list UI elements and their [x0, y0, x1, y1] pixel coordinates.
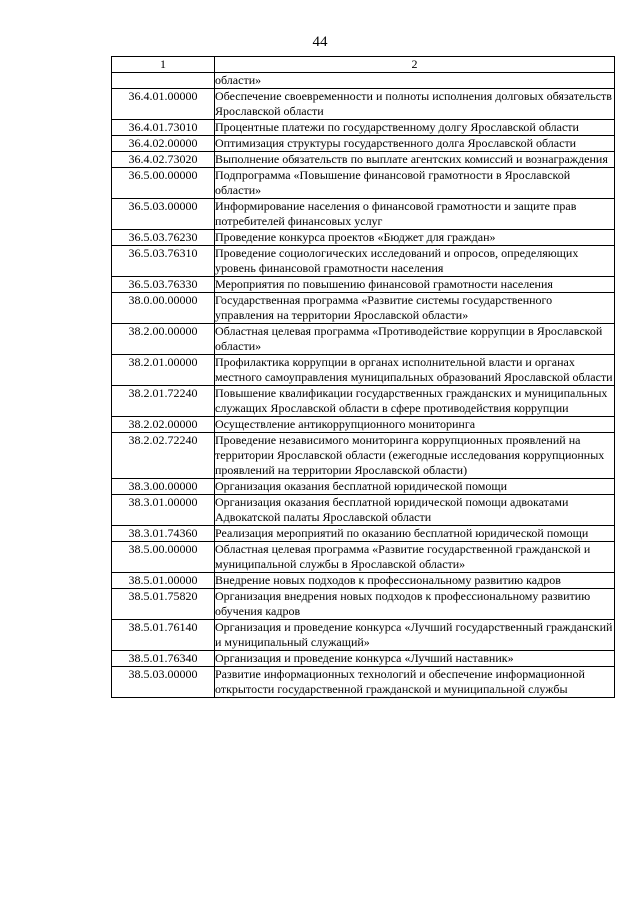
- row-name: Внедрение новых подходов к профессиональному развитию кадров: [215, 573, 615, 589]
- row-code: 38.0.00.00000: [112, 293, 215, 324]
- row-name: Оптимизация структуры государственного долга Ярославской области: [215, 136, 615, 152]
- table-row: [112, 651, 615, 667]
- row-code: [112, 73, 215, 89]
- row-name: Выполнение обязательств по выплате агентских комиссий и вознаграждения: [215, 152, 615, 168]
- table-row: [112, 199, 615, 230]
- row-code: 38.3.01.74360: [112, 526, 215, 542]
- row-code: 38.5.01.76140: [112, 620, 215, 651]
- table-row: [112, 417, 615, 433]
- table-row: [112, 589, 615, 620]
- row-code: 38.5.01.75820: [112, 589, 215, 620]
- row-name: области»: [215, 73, 615, 89]
- row-name: Развитие информационных технологий и обеспечение информационной открытости государственной гражданской и муниципальной службы: [215, 667, 615, 698]
- column-header-code: 1: [112, 57, 215, 73]
- row-name: Процентные платежи по государственному долгу Ярославской области: [215, 120, 615, 136]
- table-row: [112, 667, 615, 698]
- table-body: [112, 73, 615, 698]
- row-name: Организация оказания бесплатной юридической помощи адвокатами Адвокатской палаты Ярославской области: [215, 495, 615, 526]
- row-name: Повышение квалификации государственных гражданских и муниципальных служащих Ярославской области в сфере противодействия коррупции: [215, 386, 615, 417]
- table-row: [112, 324, 615, 355]
- table-row: [112, 246, 615, 277]
- row-name: Организация оказания бесплатной юридической помощи: [215, 479, 615, 495]
- row-code: 38.2.00.00000: [112, 324, 215, 355]
- row-name: Областная целевая программа «Развитие государственной гражданской и муниципальной службы в Ярославской области»: [215, 542, 615, 573]
- row-name: Мероприятия по повышению финансовой грамотности населения: [215, 277, 615, 293]
- row-code: 38.2.02.00000: [112, 417, 215, 433]
- row-code: 36.5.03.76310: [112, 246, 215, 277]
- table-row: [112, 542, 615, 573]
- page-number: 44: [312, 34, 328, 50]
- table-row: [112, 168, 615, 199]
- row-name: Государственная программа «Развитие системы государственного управления на территории Ярославской области»: [215, 293, 615, 324]
- table-row: [112, 73, 615, 89]
- row-code: 36.5.00.00000: [112, 168, 215, 199]
- row-name: Реализация мероприятий по оказанию бесплатной юридической помощи: [215, 526, 615, 542]
- row-code: 38.2.02.72240: [112, 433, 215, 479]
- row-name: Проведение независимого мониторинга коррупционных проявлений на территории Ярославской области (ежегодные исследования коррупционных проявлений на территории Ярославской области): [215, 433, 615, 479]
- row-code: 38.2.01.00000: [112, 355, 215, 386]
- table-row: [112, 230, 615, 246]
- row-code: 38.5.01.76340: [112, 651, 215, 667]
- row-name: Профилактика коррупции в органах исполнительной власти и органах местного самоуправления муниципальных образований Ярославской области: [215, 355, 613, 384]
- row-code: 36.5.03.00000: [112, 199, 215, 230]
- row-name: Осуществление антикоррупционного мониторинга: [215, 417, 615, 433]
- row-code: 38.5.03.00000: [112, 667, 215, 698]
- row-name: Обеспечение своевременности и полноты исполнения долговых обязательств Ярославской области: [215, 89, 615, 120]
- row-name: Проведение социологических исследований и опросов, определяющих уровень финансовой грамотности населения: [215, 246, 615, 277]
- row-name: Областная целевая программа «Противодействие коррупции в Ярославской области»: [215, 324, 615, 355]
- column-header-name: 2: [215, 57, 615, 73]
- table-row: [112, 526, 615, 542]
- table-row: [112, 433, 615, 479]
- table-row: [112, 277, 615, 293]
- table-header-row: [112, 57, 615, 73]
- row-code: 36.4.01.00000: [112, 89, 215, 120]
- table-row: [112, 120, 615, 136]
- table-row: [112, 620, 615, 651]
- table-row: [112, 479, 615, 495]
- row-code: 36.4.02.00000: [112, 136, 215, 152]
- row-code: 38.2.01.72240: [112, 386, 215, 417]
- table-row: [112, 386, 615, 417]
- row-code: 38.5.01.00000: [112, 573, 215, 589]
- row-code: 36.5.03.76330: [112, 277, 215, 293]
- row-code: 38.3.00.00000: [112, 479, 215, 495]
- table-row: [112, 136, 615, 152]
- table-row: [112, 573, 615, 589]
- row-name: Организация внедрения новых подходов к профессиональному развитию обучения кадров: [215, 589, 615, 620]
- row-code: 38.5.00.00000: [112, 542, 215, 573]
- row-name: Информирование населения о финансовой грамотности и защите прав потребителей финансовых услуг: [215, 199, 615, 230]
- table-row: [112, 89, 615, 120]
- row-code: 38.3.01.00000: [112, 495, 215, 526]
- row-code: 36.5.03.76230: [112, 230, 215, 246]
- row-name: Организация и проведение конкурса «Лучший наставник»: [215, 651, 615, 667]
- table-row: [112, 293, 615, 324]
- table-row: [112, 495, 615, 526]
- row-code: 36.4.01.73010: [112, 120, 215, 136]
- row-name: Подпрограмма «Повышение финансовой грамотности в Ярославской области»: [215, 168, 615, 199]
- table-row: [112, 355, 615, 386]
- row-name: Организация и проведение конкурса «Лучший государственный гражданский и муниципальный служащий»: [215, 620, 615, 651]
- budget-classification-table: [111, 56, 615, 698]
- table-row: [112, 152, 615, 168]
- row-code: 36.4.02.73020: [112, 152, 215, 168]
- row-name: Проведение конкурса проектов «Бюджет для граждан»: [215, 230, 615, 246]
